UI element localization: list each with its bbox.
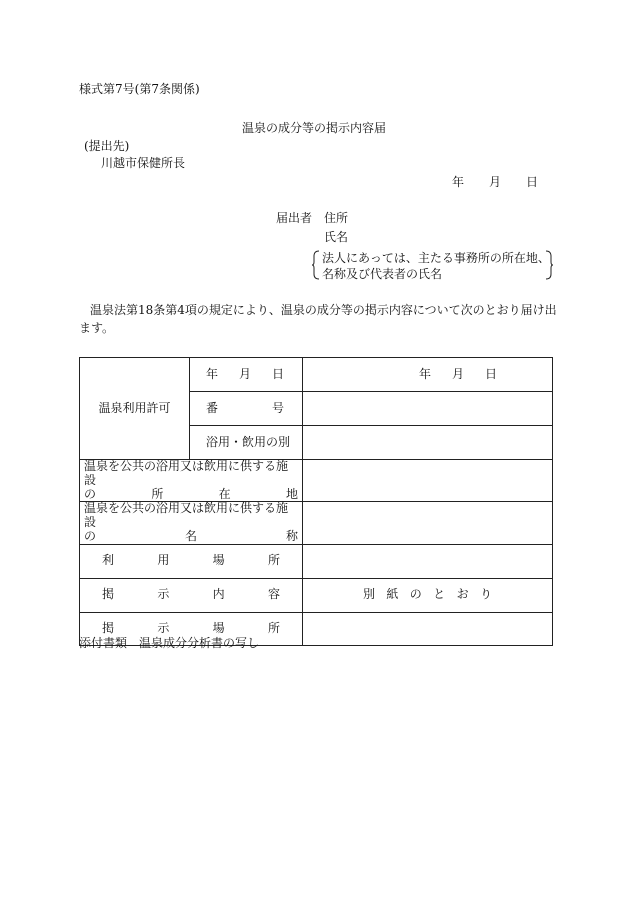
permit-number-label-cell (190, 392, 303, 426)
corporate-note-line2: 名称及び代表者の氏名 (322, 267, 443, 281)
display-content-ch-3: 内 (212, 587, 225, 602)
permit-date-value-cell (303, 358, 553, 392)
usage-label-cell (190, 426, 303, 460)
display-place-value-cell (303, 612, 553, 645)
usage-label: 浴用・飲用の別 (206, 434, 291, 449)
date-year: 年 (452, 175, 465, 189)
submit-to-addressee: 川越市保健所長 (101, 156, 186, 170)
display-place-ch-3: 場 (212, 620, 225, 635)
applicant-name-label: 氏名 (324, 230, 349, 244)
facility-name-ch-2: 名 (184, 528, 197, 543)
page-title: 温泉の成分等の掲示内容届 (242, 121, 387, 135)
facility-location-line1: 温泉を公共の浴用又は飲用に供する施設 (84, 459, 289, 487)
display-content-ch-1: 掲 (102, 587, 115, 602)
attachment-note: 添付書類 温泉成分分析書の写し (79, 636, 260, 650)
display-content-ch-4: 容 (267, 587, 280, 602)
form-number: 様式第7号(第7条関係) (79, 82, 200, 96)
permit-number-label-1: 番 (206, 400, 219, 415)
facility-location-ch-2: 所 (151, 486, 164, 501)
use-place-ch-2: 用 (157, 553, 170, 568)
facility-location-label-cell (80, 460, 303, 502)
use-place-ch-3: 場 (212, 553, 225, 568)
usage-value-cell (303, 426, 553, 460)
date-month: 月 (488, 175, 501, 189)
facility-name-line1: 温泉を公共の浴用又は飲用に供する施設 (84, 501, 289, 530)
display-content-value-ch-4: と (433, 587, 446, 602)
permit-number-label-2: 号 (271, 400, 284, 415)
display-content-label-cell (80, 578, 303, 612)
facility-name-ch-3: 称 (285, 528, 298, 543)
permit-date-label-cell (190, 358, 303, 392)
permit-date-month: 月 (451, 366, 464, 381)
use-place-value-cell (303, 544, 553, 578)
use-place-ch-4: 所 (267, 553, 280, 568)
display-content-value-ch-5: お (456, 587, 469, 602)
permit-label: 温泉利用許可 (80, 358, 190, 460)
permit-date-day-label: 日 (271, 366, 284, 381)
display-place-ch-4: 所 (267, 620, 280, 635)
display-place-ch-1: 掲 (102, 620, 115, 635)
facility-name-label-cell (80, 502, 303, 544)
facility-location-value-cell (303, 460, 553, 502)
display-content-value-ch-2: 紙 (386, 587, 399, 602)
facility-location-ch-3: 在 (218, 486, 231, 501)
corporate-note-bracket (312, 250, 553, 280)
applicant-label: 届出者 (276, 211, 313, 225)
left-brace-icon (312, 250, 320, 280)
submit-to-label: (提出先) (84, 139, 130, 153)
facility-name-ch-1: の (84, 528, 97, 543)
facility-location-ch-4: 地 (285, 486, 298, 501)
right-brace-icon (545, 250, 553, 280)
display-content-value-ch-3: の (409, 587, 422, 602)
applicant-address-label: 住所 (324, 211, 349, 225)
permit-date-year-label: 年 (206, 366, 219, 381)
permit-date-month-label: 月 (238, 366, 251, 381)
display-place-ch-2: 示 (157, 620, 170, 635)
body-text-line2: ます。 (79, 321, 115, 335)
facility-location-ch-1: の (84, 486, 97, 501)
display-content-value-ch-6: り (479, 587, 492, 602)
use-place-ch-1: 利 (102, 553, 115, 568)
date-day: 日 (525, 175, 538, 189)
notification-table (79, 357, 553, 646)
permit-number-value-cell (303, 392, 553, 426)
facility-name-value-cell (303, 502, 553, 544)
corporate-note-line1: 法人にあっては、主たる事務所の所在地、 (322, 251, 550, 265)
display-content-value-cell (303, 578, 553, 612)
date-line (452, 176, 538, 188)
use-place-label-cell (80, 544, 303, 578)
body-text-line1: 温泉法第18条第4項の規定により、温泉の成分等の掲示内容について次のとおり届け出 (90, 303, 557, 317)
display-content-value-ch-1: 別 (363, 587, 376, 602)
display-content-ch-2: 示 (157, 587, 170, 602)
permit-date-day: 日 (484, 366, 497, 381)
permit-date-year: 年 (419, 366, 432, 381)
